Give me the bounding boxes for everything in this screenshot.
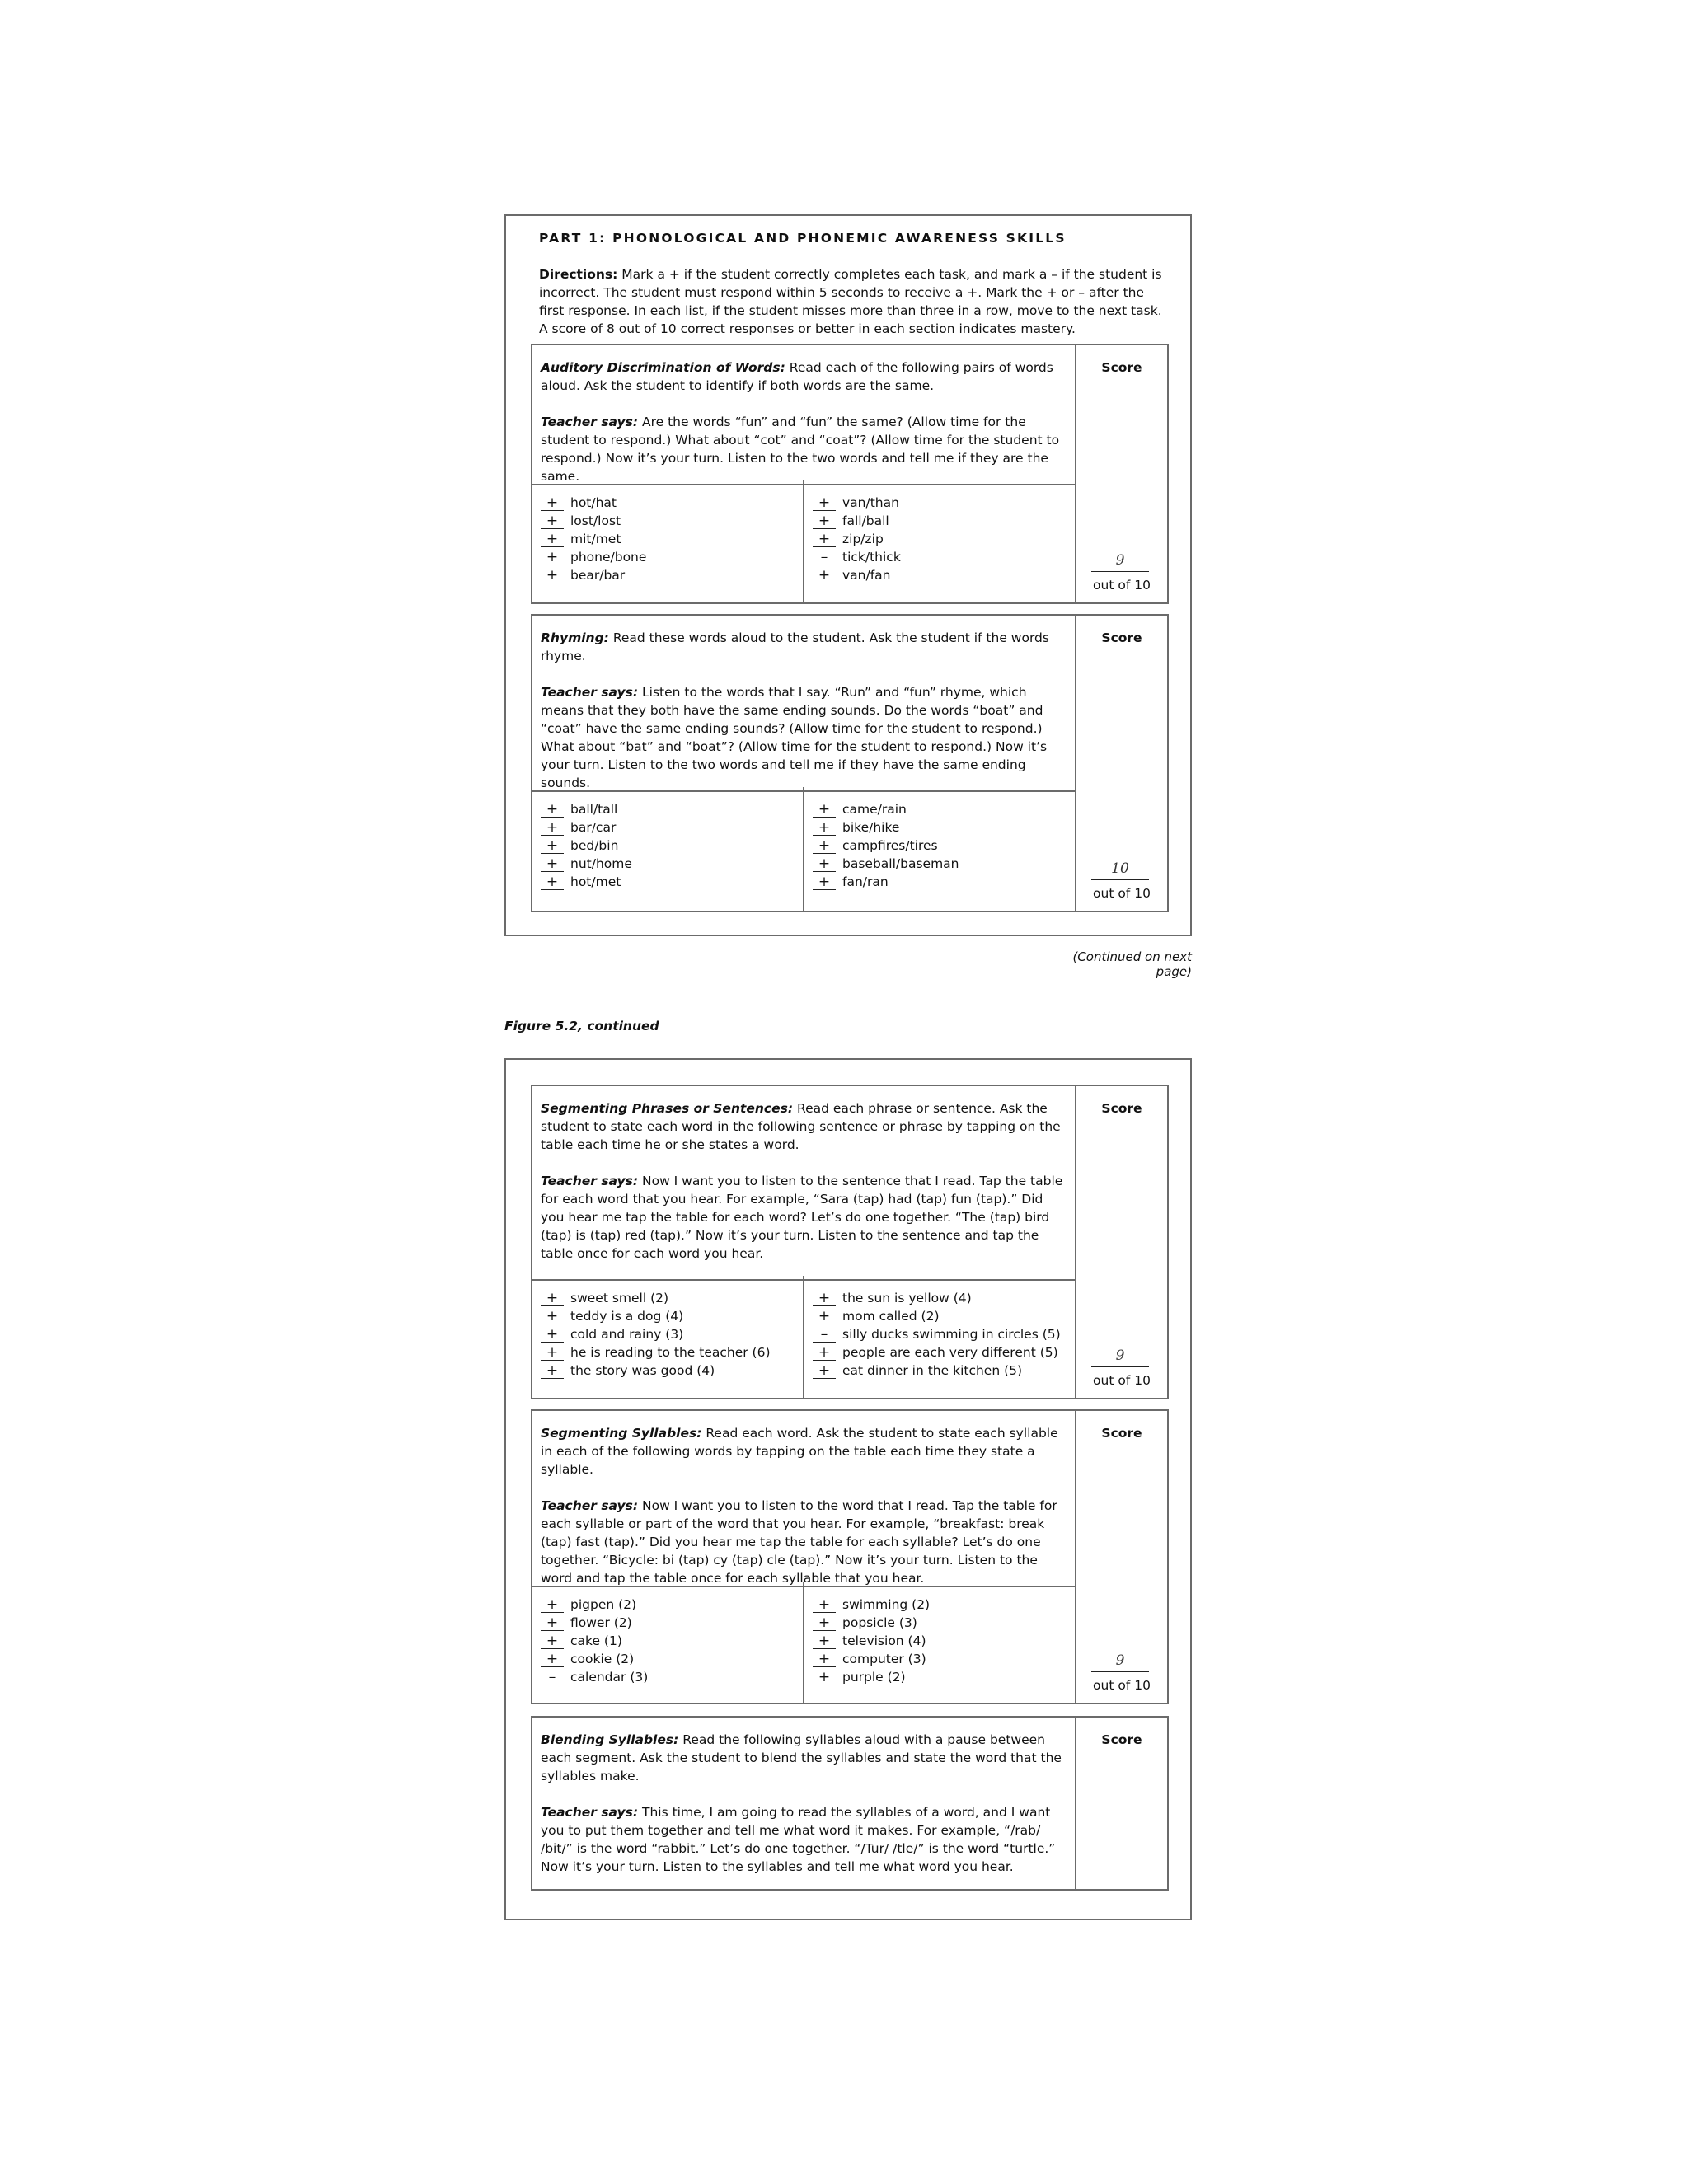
section-instructions xyxy=(532,1086,1075,1281)
score-column xyxy=(1076,616,1167,911)
list-item xyxy=(541,1596,803,1614)
response-mark[interactable]: + xyxy=(813,1346,836,1361)
response-mark[interactable]: + xyxy=(541,569,564,583)
response-mark[interactable]: + xyxy=(813,1634,836,1649)
score-value[interactable]: 9 xyxy=(1091,1652,1149,1672)
item-columns xyxy=(532,480,1075,602)
response-mark[interactable]: + xyxy=(541,803,564,818)
item-text: van/fan xyxy=(842,568,891,583)
item-column-left xyxy=(532,1582,804,1703)
item-text: bear/bar xyxy=(570,568,626,583)
list-item xyxy=(813,1343,1075,1361)
response-mark[interactable]: + xyxy=(541,1616,564,1631)
list-item xyxy=(541,1307,803,1325)
list-item xyxy=(541,548,803,566)
item-text: he is reading to the teacher (6) xyxy=(570,1345,771,1360)
section-instructions xyxy=(532,345,1075,485)
list-item xyxy=(813,1361,1075,1380)
teacher-says-text: Listen to the words that I say. “Run” and “fun” rhyme, which means that they both have the same ending sounds. Do the words “boat” and “coat” have the same ending sounds? (Allow time for the student to respond.) What about “bat” and “boat”? (Allow time for the student to respond.) Now it’s your turn. Listen to the two words and tell me if they have the same ending sounds. xyxy=(541,685,1048,790)
section-segmenting-phrases xyxy=(531,1085,1169,1399)
response-mark[interactable]: + xyxy=(813,857,836,872)
section-label: Rhyming: xyxy=(541,630,609,645)
response-mark[interactable]: + xyxy=(813,803,836,818)
score-out-of: out of 10 xyxy=(1093,578,1151,593)
response-mark[interactable]: + xyxy=(541,821,564,836)
score-column xyxy=(1076,1411,1167,1703)
response-mark[interactable]: – xyxy=(541,1671,564,1685)
item-text: calendar (3) xyxy=(570,1670,649,1685)
figure-caption: Figure 5.2, continued xyxy=(504,1019,659,1033)
response-mark[interactable]: + xyxy=(541,1310,564,1324)
response-mark[interactable]: + xyxy=(541,1364,564,1379)
list-item xyxy=(813,1307,1075,1325)
item-column-right xyxy=(804,1276,1075,1398)
item-text: purple (2) xyxy=(842,1670,906,1685)
score-header: Score xyxy=(1101,1426,1142,1441)
item-text: flower (2) xyxy=(570,1615,632,1630)
response-mark[interactable]: + xyxy=(541,1598,564,1613)
list-item xyxy=(541,1632,803,1650)
item-text: pigpen (2) xyxy=(570,1597,637,1612)
response-mark[interactable]: + xyxy=(813,875,836,890)
section-label: Segmenting Syllables: xyxy=(541,1426,702,1441)
score-header: Score xyxy=(1101,630,1142,645)
list-item xyxy=(541,1668,803,1686)
score-value[interactable]: 9 xyxy=(1091,1347,1149,1367)
response-mark[interactable]: + xyxy=(541,839,564,854)
section-instructions xyxy=(532,1411,1075,1587)
list-item xyxy=(813,873,1075,891)
list-item xyxy=(813,548,1075,566)
list-item xyxy=(541,873,803,891)
score-value[interactable]: 10 xyxy=(1091,860,1149,880)
teacher-says-label: Teacher says: xyxy=(541,1174,639,1188)
score-header: Score xyxy=(1101,1101,1142,1116)
item-text: came/rain xyxy=(842,802,907,817)
item-text: hot/hat xyxy=(570,495,617,510)
section-main xyxy=(532,1411,1076,1703)
section-text: Read each word. Ask the student to state each syllable in each of the following words by tapping on the table each time they state a syllable. xyxy=(541,1426,1058,1477)
section-main xyxy=(532,1086,1076,1398)
item-text: the story was good (4) xyxy=(570,1363,715,1378)
score-header: Score xyxy=(1101,360,1142,375)
response-mark[interactable]: + xyxy=(813,1671,836,1685)
teacher-says-text: Now I want you to listen to the sentence that I read. Tap the table for each word that you hear. For example, “Sara (tap) had (tap) fun (tap).” Did you hear me tap the table for each word? Let’s do one together. “The (tap) bird (tap) is (tap) red (tap).” Now it’s your turn. Listen to the sentence and tap the table once for each word you hear. xyxy=(541,1174,1063,1261)
item-text: cold and rainy (3) xyxy=(570,1327,684,1342)
item-text: lost/lost xyxy=(570,513,621,528)
section-text: Read each phrase or sentence. Ask the student to state each word in the following sentence or phrase by tapping on the table each time he or she states a word. xyxy=(541,1101,1061,1152)
teacher-says-label: Teacher says: xyxy=(541,685,639,700)
list-item xyxy=(813,1596,1075,1614)
item-text: baseball/baseman xyxy=(842,856,959,871)
section-label: Auditory Discrimination of Words: xyxy=(541,360,785,375)
response-mark[interactable]: + xyxy=(541,857,564,872)
item-text: cake (1) xyxy=(570,1633,622,1648)
section-main xyxy=(532,345,1076,602)
response-mark[interactable]: + xyxy=(813,1616,836,1631)
item-text: teddy is a dog (4) xyxy=(570,1309,684,1324)
section-instructions xyxy=(532,616,1075,792)
list-item xyxy=(813,800,1075,818)
teacher-says-label: Teacher says: xyxy=(541,1498,639,1513)
list-item xyxy=(813,1632,1075,1650)
list-item xyxy=(813,530,1075,548)
teacher-says-label: Teacher says: xyxy=(541,1805,639,1820)
item-text: fan/ran xyxy=(842,874,889,889)
response-mark[interactable]: + xyxy=(813,1291,836,1306)
list-item xyxy=(813,494,1075,512)
response-mark[interactable]: + xyxy=(541,875,564,890)
response-mark[interactable]: + xyxy=(813,514,836,529)
list-item xyxy=(813,855,1075,873)
section-text: Read these words aloud to the student. Ask the student if the words rhyme. xyxy=(541,630,1049,663)
item-column-right xyxy=(804,480,1075,602)
response-mark[interactable]: – xyxy=(813,551,836,565)
score-column xyxy=(1076,1086,1167,1398)
score-out-of: out of 10 xyxy=(1093,886,1151,901)
response-mark[interactable]: + xyxy=(813,496,836,511)
score-column xyxy=(1076,345,1167,602)
item-columns xyxy=(532,1582,1075,1703)
response-mark[interactable]: + xyxy=(541,1291,564,1306)
assessment-form-continued xyxy=(504,1058,1192,1920)
item-text: sweet smell (2) xyxy=(570,1291,669,1305)
section-label: Segmenting Phrases or Sentences: xyxy=(541,1101,794,1116)
list-item xyxy=(813,1289,1075,1307)
item-text: nut/home xyxy=(570,856,632,871)
item-text: hot/met xyxy=(570,874,621,889)
assessment-form-part1 xyxy=(504,214,1192,936)
list-item xyxy=(813,837,1075,855)
item-column-right xyxy=(804,787,1075,911)
item-text: zip/zip xyxy=(842,532,884,546)
section-segmenting-syllables xyxy=(531,1409,1169,1704)
list-item xyxy=(541,530,803,548)
part-title: PART 1: PHONOLOGICAL AND PHONEMIC AWARENESS SKILLS xyxy=(539,231,1067,246)
list-item xyxy=(813,1614,1075,1632)
item-text: popsicle (3) xyxy=(842,1615,917,1630)
item-text: van/than xyxy=(842,495,899,510)
response-mark[interactable]: – xyxy=(813,1328,836,1343)
response-mark[interactable]: + xyxy=(541,1634,564,1649)
list-item xyxy=(541,1325,803,1343)
score-out-of: out of 10 xyxy=(1093,1678,1151,1693)
item-text: television (4) xyxy=(842,1633,926,1648)
response-mark[interactable]: + xyxy=(813,569,836,583)
item-text: mom called (2) xyxy=(842,1309,940,1324)
score-column xyxy=(1076,1718,1167,1889)
response-mark[interactable]: + xyxy=(813,839,836,854)
list-item xyxy=(541,1650,803,1668)
item-text: eat dinner in the kitchen (5) xyxy=(842,1363,1023,1378)
section-text: Read the following syllables aloud with a pause between each segment. Ask the student to blend the syllables and state the word that the syllables make. xyxy=(541,1732,1062,1783)
list-item xyxy=(541,855,803,873)
response-mark[interactable]: + xyxy=(813,821,836,836)
score-value[interactable]: 9 xyxy=(1091,551,1149,572)
teacher-says-text: This time, I am going to read the syllables of a word, and I want you to put them together and tell me what word it makes. For example, “/rab/ /bit/” is the word “rabbit.” Let’s do one together. “/Tur/ /tle/” is the word “turtle.” Now it’s your turn. Listen to the syllables and tell me what word you hear. xyxy=(541,1805,1056,1874)
section-label: Blending Syllables: xyxy=(541,1732,679,1747)
response-mark[interactable]: + xyxy=(541,514,564,529)
section-main xyxy=(532,1718,1076,1889)
item-column-left xyxy=(532,480,804,602)
response-mark[interactable]: + xyxy=(813,1310,836,1324)
list-item xyxy=(541,566,803,584)
item-text: mit/met xyxy=(570,532,621,546)
section-text: Read each of the following pairs of words aloud. Ask the student to identify if both words are the same. xyxy=(541,360,1053,393)
item-text: swimming (2) xyxy=(842,1597,931,1612)
item-column-right xyxy=(804,1582,1075,1703)
score-out-of: out of 10 xyxy=(1093,1373,1151,1388)
list-item xyxy=(541,1289,803,1307)
list-item xyxy=(541,837,803,855)
teacher-says-text: Are the words “fun” and “fun” the same? (Allow time for the student to respond.) What about “cot” and “coat”? (Allow time for the student to respond.) Now it’s your turn. Listen to the two words and tell me if they are the same. xyxy=(541,415,1060,484)
response-mark[interactable]: + xyxy=(541,532,564,547)
teacher-says-text: Now I want you to listen to the word that I read. Tap the table for each syllable or part of the word that you hear. For example, “breakfast: break (tap) fast (tap).” Did you hear me tap the table for each syllable? Let’s do one together. “Bicycle: bi (tap) cy (tap) cle (tap).” Now it’s your turn. Listen to the word and tap the table once for each syllable that you hear. xyxy=(541,1498,1057,1586)
teacher-says-label: Teacher says: xyxy=(541,415,639,429)
response-mark[interactable]: + xyxy=(541,1328,564,1343)
score-header: Score xyxy=(1101,1732,1142,1747)
directions xyxy=(539,265,1165,338)
item-text: the sun is yellow (4) xyxy=(842,1291,972,1305)
directions-label: Directions: xyxy=(539,267,618,282)
response-mark[interactable]: + xyxy=(541,1652,564,1667)
item-columns xyxy=(532,1276,1075,1398)
response-mark[interactable]: + xyxy=(813,532,836,547)
section-auditory-discrimination xyxy=(531,344,1169,604)
list-item xyxy=(813,566,1075,584)
item-column-left xyxy=(532,787,804,911)
section-rhyming xyxy=(531,614,1169,912)
list-item xyxy=(541,818,803,837)
list-item xyxy=(541,512,803,530)
item-text: bed/bin xyxy=(570,838,619,853)
item-text: tick/thick xyxy=(842,550,901,565)
directions-text: Mark a + if the student correctly completes each task, and mark a – if the student is incorrect. The student must respond within 5 seconds to receive a +. Mark the + or – after the first response. In each list, if the student misses more than three in a row, move to the next task. A score of 8 out of 10 correct responses or better in each section indicates mastery. xyxy=(539,267,1162,336)
section-main xyxy=(532,616,1076,911)
item-column-left xyxy=(532,1276,804,1398)
list-item xyxy=(813,1650,1075,1668)
list-item xyxy=(813,818,1075,837)
section-instructions xyxy=(532,1718,1075,1892)
list-item xyxy=(541,800,803,818)
item-text: bike/hike xyxy=(842,820,900,835)
response-mark[interactable]: + xyxy=(541,496,564,511)
item-text: campfires/tires xyxy=(842,838,938,853)
list-item xyxy=(541,1361,803,1380)
list-item xyxy=(541,1343,803,1361)
response-mark[interactable]: + xyxy=(813,1652,836,1667)
list-item xyxy=(813,1668,1075,1686)
continued-note: (Continued on next page) xyxy=(1072,949,1192,979)
response-mark[interactable]: + xyxy=(541,1346,564,1361)
list-item xyxy=(541,494,803,512)
item-text: fall/ball xyxy=(842,513,889,528)
item-text: ball/tall xyxy=(570,802,618,817)
item-text: cookie (2) xyxy=(570,1652,635,1666)
response-mark[interactable]: + xyxy=(541,551,564,565)
list-item xyxy=(541,1614,803,1632)
section-blending-syllables xyxy=(531,1716,1169,1891)
list-item xyxy=(813,512,1075,530)
response-mark[interactable]: + xyxy=(813,1598,836,1613)
list-item xyxy=(813,1325,1075,1343)
item-text: bar/car xyxy=(570,820,617,835)
item-text: phone/bone xyxy=(570,550,647,565)
item-text: computer (3) xyxy=(842,1652,926,1666)
item-columns xyxy=(532,787,1075,911)
item-text: people are each very different (5) xyxy=(842,1345,1058,1360)
item-text: silly ducks swimming in circles (5) xyxy=(842,1327,1061,1342)
response-mark[interactable]: + xyxy=(813,1364,836,1379)
